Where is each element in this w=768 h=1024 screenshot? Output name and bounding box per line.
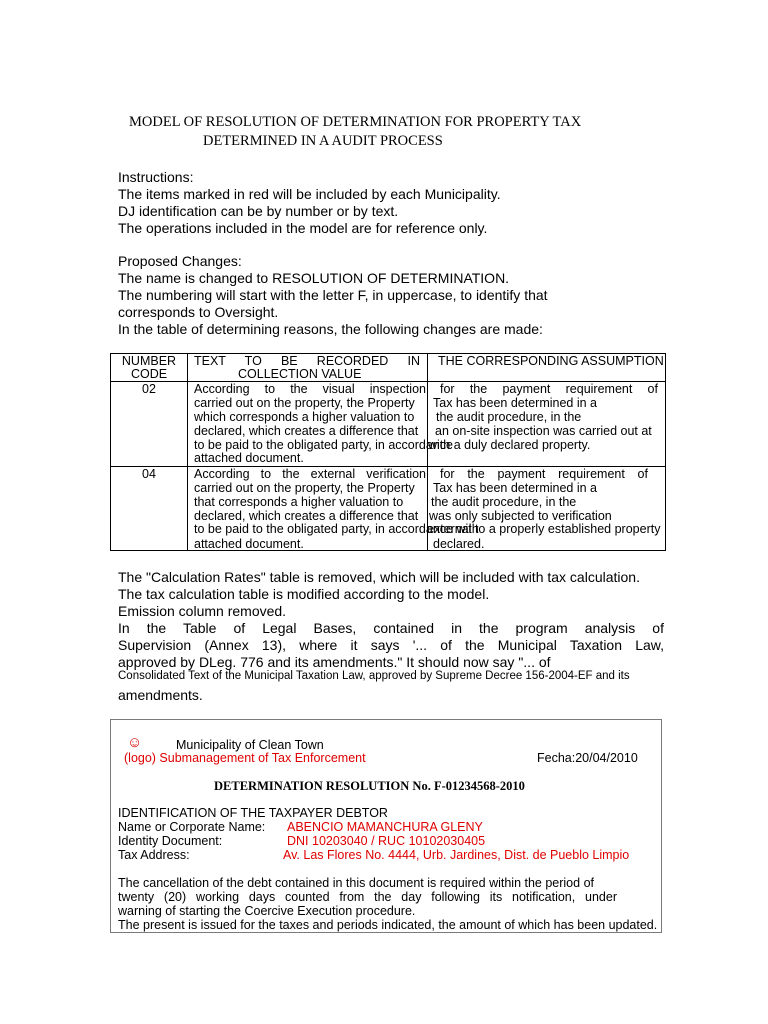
instructions-heading: Instructions: [118,169,194,185]
document-label: Identity Document: [118,834,223,848]
row-assumption: Tax has been determined in a [433,396,597,410]
change-line: Consolidated Text of the Municipal Taxation Law, approved by Supreme Decree 156-2004-EF and its [118,670,630,682]
change-line: amendments. [118,687,203,703]
row-text: to be paid to the obligated party, in accordance [194,438,453,452]
instruction-item: The operations included in the model are for reference only. [118,220,488,236]
submanagement-name: (logo) Submanagement of Tax Enforcement [124,751,366,765]
instruction-item: DJ identification can be by number or by text. [118,203,399,219]
change-line: approved by DLeg. 776 and its amendments." It should now say "... of [118,654,551,670]
header-number-code-2: CODE [130,367,168,381]
row-text: declared, which creates a difference that [194,509,419,523]
document-title-line-2: DETERMINED IN A AUDIT PROCESS [203,133,443,149]
change-line: In the Table of Legal Bases, contained in the program analysis of [118,620,664,636]
header-text-2: COLLECTION VALUE [238,367,362,381]
address-label: Tax Address: [118,848,190,862]
row-assumption: the audit procedure, in the [431,495,577,509]
row-text: carried out on the property, the Property [194,396,415,410]
row-text: attached document. [194,537,304,551]
change-line: The tax calculation table is modified according to the model. [118,586,490,602]
municipality-name: Municipality of Clean Town [176,738,324,752]
document-title-line-1: MODEL OF RESOLUTION OF DETERMINATION FOR PROPERTY TAX [129,114,582,130]
row-assumption: was only subjected to verification [429,509,612,523]
address-value: Av. Las Flores No. 4444, Urb. Jardines, Dist. de Pueblo Limpio [283,848,630,862]
name-value: ABENCIO MAMANCHURA GLENY [287,820,483,834]
row-code: 04 [142,467,156,481]
row-assumption: external to a properly established property [427,522,661,536]
row-assumption: the audit procedure, in the [436,410,582,424]
resolution-paragraph: twenty (20) working days counted from the day following its notification, under [118,890,617,904]
header-number-code-1: NUMBER [121,354,177,368]
row-assumption: an on-site inspection was carried out at [435,424,652,438]
resolution-date: Fecha:20/04/2010 [537,751,638,765]
resolution-title: DETERMINATION RESOLUTION No. F-01234568-2010 [214,779,525,793]
proposed-line: In the table of determining reasons, the following changes are made: [118,321,543,337]
instruction-item: The items marked in red will be included by each Municipality. [118,186,501,202]
row-text: that corresponds a higher valuation to [194,495,404,509]
change-line: The "Calculation Rates" table is removed, which will be included with tax calculation. [118,569,640,585]
change-line: Supervision (Annex 13), where it says '... of the Municipal Taxation Law, [118,637,664,653]
change-line: Emission column removed. [118,603,287,619]
resolution-paragraph: The cancellation of the debt contained in this document is required within the period of [118,876,594,890]
header-assumption: THE CORRESPONDING ASSUMPTION [438,354,664,368]
table-column-divider [187,353,188,551]
row-text: declared, which creates a difference that [194,424,419,438]
row-text: which corresponds a higher valuation to [194,410,415,424]
row-assumption: declared. [433,537,485,551]
resolution-paragraph: warning of starting the Coercive Execution procedure. [118,904,416,918]
logo-smiley-icon: ☺ [127,734,143,751]
name-label: Name or Corporate Name: [118,820,266,834]
row-assumption: for the payment requirement of [440,382,658,396]
proposed-line: The numbering will start with the letter F, in uppercase, to identify that [118,287,548,303]
resolution-model-box [110,719,662,933]
row-assumption: for the payment requirement of [440,467,648,481]
proposed-heading: Proposed Changes: [118,253,242,269]
row-text: attached document. [194,451,304,465]
proposed-line: corresponds to Oversight. [118,304,279,320]
row-code: 02 [142,382,156,396]
row-text: carried out on the property, the Property [194,481,415,495]
taxpayer-id-heading: IDENTIFICATION OF THE TAXPAYER DEBTOR [118,806,388,820]
row-text: According to the external verification [194,467,426,481]
row-assumption: Tax has been determined in a [433,481,597,495]
header-text-1: TEXT TO BE RECORDED IN [194,354,420,368]
row-text: to be paid to the obligated party, in accordance with [194,522,479,536]
row-assumption: with a duly declared property. [428,438,591,452]
row-text: According to the visual inspection [194,382,426,396]
document-value: DNI 10203040 / RUC 10102030405 [287,834,486,848]
resolution-paragraph: The present is issued for the taxes and periods indicated, the amount of which has been updated. [118,918,658,932]
proposed-line: The name is changed to RESOLUTION OF DETERMINATION. [118,270,510,286]
